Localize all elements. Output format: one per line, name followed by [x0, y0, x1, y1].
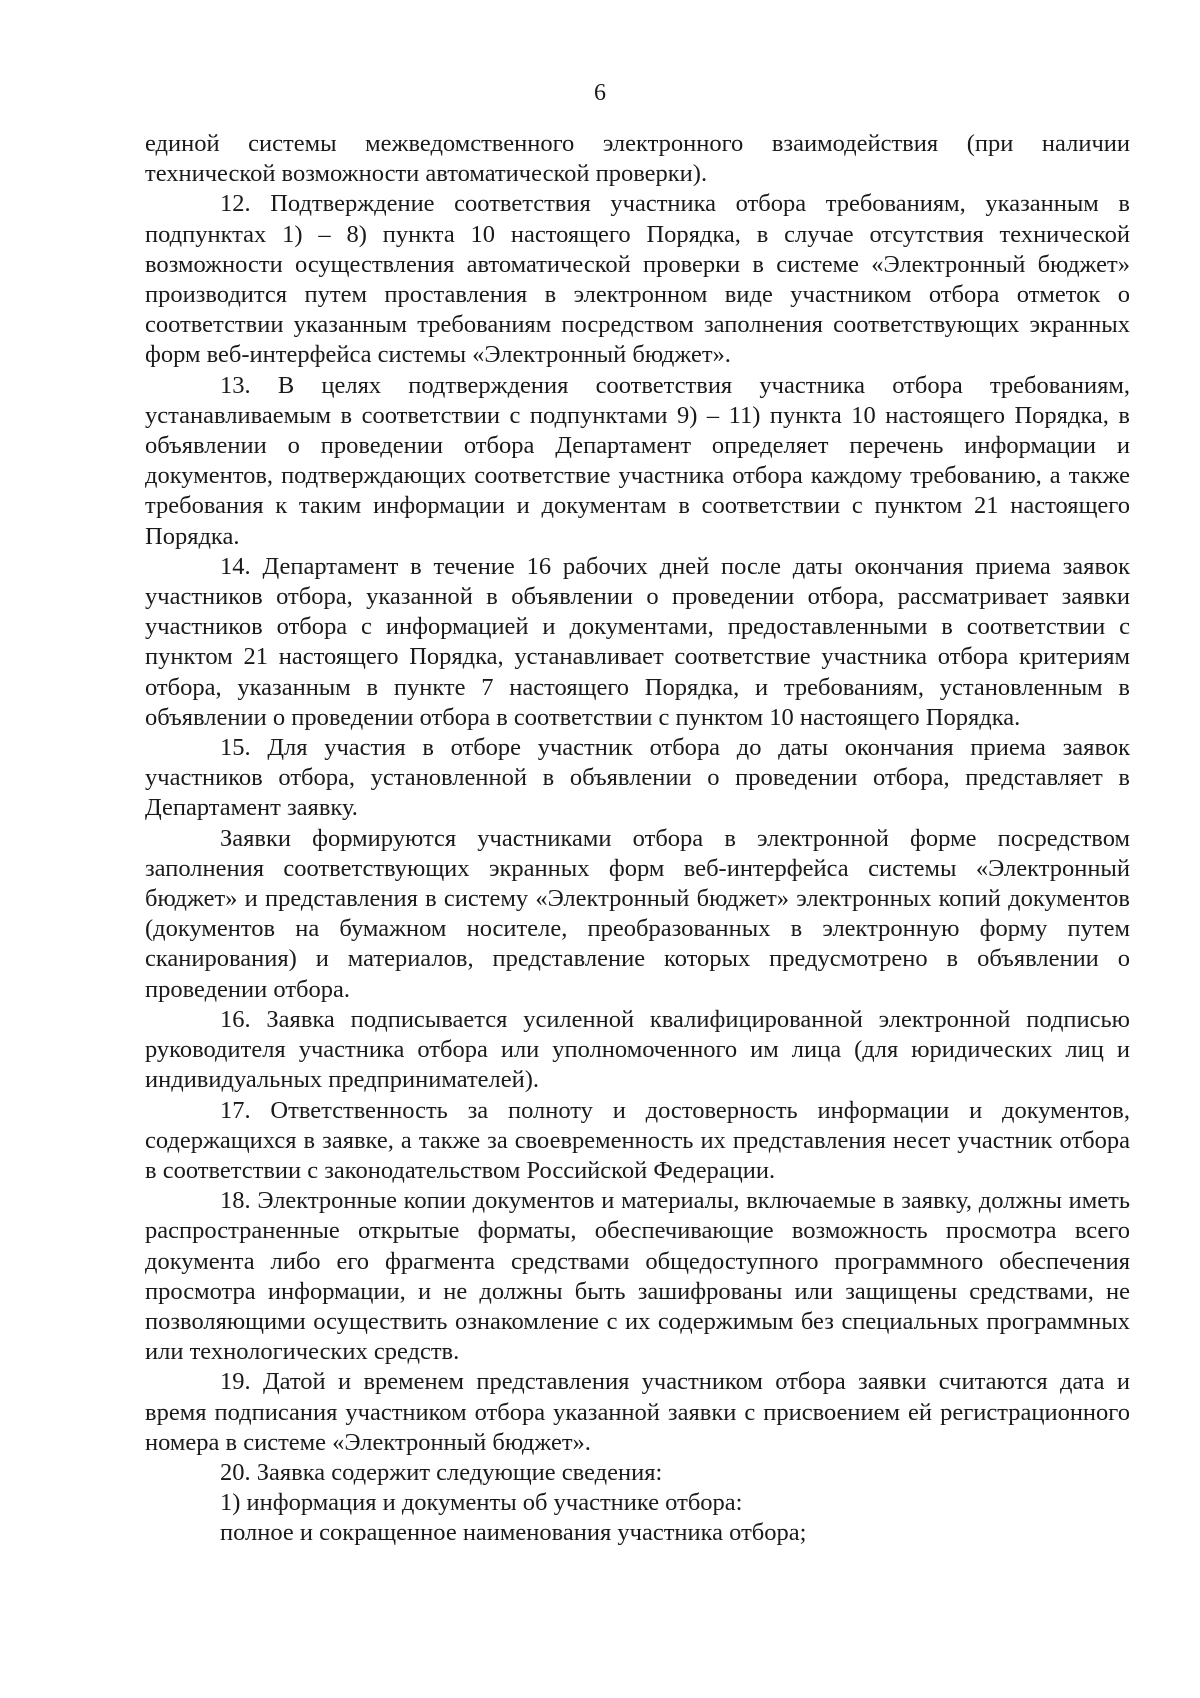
- paragraph-14: 14. Департамент в течение 16 рабочих дней после даты окончания приема заявок участников отбора, указанной в объявлении о проведении отбора, рассматривает заявки участников отбора с информацией и документами, предоставленными в соответствии с пунктом 21 настоящего Порядка, устанавливает соответствие участника отбора критериям отбора, указанным в пункте 7 настоящего Порядка, и требованиям, установленным в объявлении о проведении отбора в соответствии с пунктом 10 настоящего Порядка.: [145, 552, 1130, 731]
- paragraph-19: 19. Датой и временем представления участником отбора заявки считаются дата и время подписания участником отбора указанной заявки с присвоением ей регистрационного номера в системе «Электронный бюджет».: [145, 1368, 1130, 1456]
- paragraph-17: 17. Ответственность за полноту и достоверность информации и документов, содержащихся в заявке, а также за своевременность их представления несет участник отбора в соответствии с законодательством Российской Федерации.: [145, 1096, 1130, 1184]
- paragraph-13: 13. В целях подтверждения соответствия участника отбора требованиям, устанавливаемым в соответствии с подпунктами 9) – 11) пункта 10 настоящего Порядка, в объявлении о проведении отбора Департамент определяет перечень информации и документов, подтверждающих соответствие участника отбора каждому требованию, а также требования к таким информации и документам в соответствии с пунктом 21 настоящего Порядка.: [145, 371, 1130, 550]
- paragraph-20-item-1-name: полное и сокращенное наименования участника отбора;: [220, 1519, 807, 1547]
- page-number: 6: [594, 80, 606, 106]
- paragraph-18: 18. Электронные копии документов и материалы, включаемые в заявку, должны иметь распространенные открытые форматы, обеспечивающие возможность просмотра всего документа либо его фрагмента средствами общедоступного программного обеспечения просмотра информации, и не должны быть зашифрованы или защищены средствами, не позволяющими осуществить ознакомление с их содержимым без специальных программных или технологических средств.: [145, 1187, 1130, 1366]
- paragraph-20: 20. Заявка содержит следующие сведения:: [220, 1458, 663, 1486]
- paragraph-15: 15. Для участия в отборе участник отбора до даты окончания приема заявок участников отбора, установленной в объявлении о проведении отбора, представляет в Департамент заявку.: [145, 734, 1130, 822]
- paragraph-20-item-1: 1) информация и документы об участнике отбора:: [220, 1489, 743, 1517]
- paragraph-12: 12. Подтверждение соответствия участника отбора требованиям, указанным в подпунктах 1) – 8) пункта 10 настоящего Порядка, в случае отсутствия технической возможности осуществления автоматической проверки в системе «Электронный бюджет» производится путем проставления в электронном виде участником отбора отметок о соответствии указанным требованиям посредством заполнения соответствующих экранных форм веб-интерфейса системы «Электронный бюджет».: [145, 190, 1130, 369]
- paragraph-16: 16. Заявка подписывается усиленной квалифицированной электронной подписью руководителя участника отбора или уполномоченного им лица (для юридических лиц и индивидуальных предпринимателей).: [145, 1005, 1130, 1094]
- paragraph-15-applications: Заявки формируются участниками отбора в электронной форме посредством заполнения соответствующих экранных форм веб-интерфейса системы «Электронный бюджет» и представления в систему «Электронный бюджет» электронных копий документов (документов на бумажном носителе, преобразованных в электронную форму путем сканирования) и материалов, представление которых предусмотрено в объявлении о проведении отбора.: [145, 824, 1130, 1003]
- paragraph-continuation: единой системы межведомственного электронного взаимодействия (при наличии технической возможности автоматической проверки).: [145, 130, 1130, 188]
- document-body: [145, 129, 1130, 1549]
